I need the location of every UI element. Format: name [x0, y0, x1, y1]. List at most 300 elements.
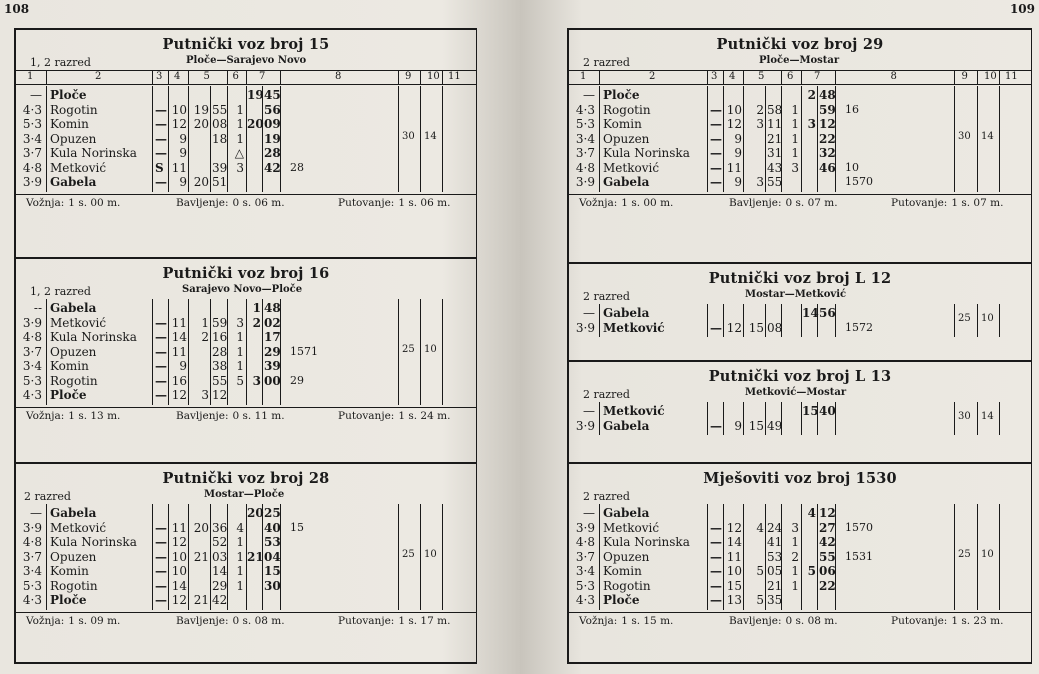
run-minutes: 10: [726, 564, 742, 578]
footer-travel: [891, 197, 1003, 209]
schedule-grid: [16, 86, 476, 192]
timetable-row: [569, 146, 1031, 161]
footer-stop: [176, 410, 285, 422]
crossing-train: 1531: [845, 549, 873, 563]
train-route: Ploče—Sarajevo Novo: [186, 55, 307, 66]
column-header-1: 1: [580, 71, 587, 82]
train-title: Mješoviti voz broj 1530: [703, 470, 897, 487]
distance-km: —: [30, 506, 42, 520]
run-minutes: 9: [734, 175, 742, 189]
arrival-minute: 55: [767, 175, 783, 189]
timetable-block-tL12: [569, 262, 1031, 344]
train-title: Putnički voz broj 28: [162, 470, 330, 487]
arrival-minute: 51: [212, 175, 228, 189]
departure-minute: 25: [264, 506, 281, 520]
dwell-minutes: 1: [236, 578, 244, 593]
footer-travel-value: 1 s. 17 m.: [398, 614, 451, 627]
section-divider: [16, 462, 476, 464]
note-mark: —: [155, 564, 167, 578]
distance-km: 4·8: [575, 535, 595, 549]
footer-stop: [176, 615, 285, 627]
header-col-divider: [999, 71, 1000, 84]
train-route: Mostar—Metković: [745, 289, 847, 300]
train-class: 2 razred: [583, 388, 630, 401]
station-name: Gabela: [603, 506, 650, 520]
distance-km: 5·3: [22, 117, 42, 131]
schedule-grid: [16, 299, 476, 405]
note-mark: —: [155, 344, 167, 359]
timetable-block-tL13: [569, 360, 1031, 450]
arrival-minute: 52: [212, 535, 228, 549]
footer-travel-label: Putovanje:: [338, 196, 395, 209]
station-name: Gabela: [50, 301, 97, 315]
crossing-train: 1571: [290, 344, 318, 358]
note-mark: —: [155, 117, 167, 131]
dwell-minutes: 1: [791, 117, 799, 131]
header-col-divider: [781, 71, 782, 84]
run-minutes: 9: [179, 146, 187, 160]
distance-km: 4·8: [22, 535, 42, 549]
distance-km: 3·4: [22, 131, 42, 146]
distance-km: 4·3: [575, 102, 595, 117]
column-header-8: 8: [890, 71, 897, 82]
arrival-hour: 15: [748, 320, 764, 335]
column-header-4: 4: [729, 71, 736, 82]
run-minutes: 14: [171, 578, 187, 593]
arrival-minute: 59: [212, 315, 228, 330]
run-minutes: 9: [734, 418, 742, 433]
departure-minute: 15: [264, 564, 281, 578]
section-divider: [569, 262, 1031, 264]
crossing-train: 1570: [845, 520, 873, 534]
distance-km: 3·7: [22, 344, 42, 359]
footer-stop-value: 0 s. 08 m.: [785, 614, 838, 627]
distance-km: 4·8: [22, 160, 42, 175]
run-minutes: 10: [726, 102, 742, 117]
note-mark: —: [710, 320, 722, 335]
footer-stop-label: Bavljenje:: [176, 196, 229, 209]
note-mark: —: [710, 578, 722, 593]
distance-km: 3·4: [575, 131, 595, 146]
timetable-row: [569, 593, 1031, 608]
station-name: Opuzen: [603, 131, 650, 146]
column-10-value: 14: [981, 130, 994, 142]
timetable-block-t16: [16, 257, 476, 462]
note-mark: —: [155, 359, 167, 373]
arrival-minute: 29: [212, 578, 228, 593]
timetable-row: [569, 88, 1031, 103]
crossing-train: 15: [290, 520, 304, 534]
station-name: Ploče: [50, 593, 87, 607]
departure-hour: 2: [252, 315, 261, 330]
column-9-value: 25: [402, 343, 415, 355]
note-mark: —: [710, 102, 722, 117]
departure-minute: 00: [264, 373, 281, 388]
station-name: Rogotin: [50, 102, 98, 117]
column-9-value: 30: [402, 130, 415, 142]
station-name: Rogotin: [50, 373, 98, 388]
dwell-minutes: 3: [236, 315, 244, 330]
station-name: Metković: [50, 160, 107, 175]
run-minutes: 13: [726, 593, 742, 607]
note-mark: —: [710, 520, 722, 535]
header-col-divider: [152, 71, 153, 84]
departure-minute: 46: [819, 160, 836, 175]
footer-stop: [729, 197, 838, 209]
arrival-minute: 49: [767, 418, 783, 433]
station-name: Kula Norinska: [603, 535, 690, 549]
timetable-row: [16, 117, 476, 132]
column-9-value: 30: [958, 130, 971, 142]
run-minutes: 15: [726, 578, 742, 593]
departure-minute: 55: [819, 549, 836, 564]
schedule-grid: [569, 402, 1031, 435]
distance-km: --: [33, 301, 42, 315]
dwell-minutes: 1: [236, 549, 244, 564]
footer-travel: [891, 615, 1003, 627]
column-header-6: 6: [232, 71, 239, 82]
departure-hour: 14: [802, 306, 819, 320]
departure-minute: 02: [264, 315, 281, 330]
arrival-minute: 36: [212, 520, 228, 535]
note-mark: —: [155, 315, 167, 330]
footer-stop-value: 0 s. 11 m.: [232, 409, 285, 422]
right-page: [520, 0, 1039, 674]
arrival-minute: 14: [212, 564, 228, 578]
station-name: Gabela: [603, 306, 650, 320]
distance-km: 3·7: [575, 146, 595, 160]
run-minutes: 12: [726, 320, 742, 335]
departure-hour: 3: [252, 373, 261, 388]
station-name: Metković: [603, 160, 660, 175]
dwell-minutes: 1: [791, 102, 799, 117]
arrival-hour: 5: [756, 564, 764, 578]
schedule-grid: [16, 504, 476, 610]
station-name: Gabela: [603, 418, 650, 433]
footer-stop: [176, 197, 285, 209]
distance-km: 3·9: [575, 520, 595, 535]
timetable-row: [569, 521, 1031, 536]
note-mark: —: [710, 418, 722, 433]
distance-km: 3·4: [575, 564, 595, 578]
arrival-minute: 28: [212, 344, 228, 359]
timetable-row: [16, 593, 476, 608]
arrival-minute: 03: [212, 549, 228, 564]
departure-minute: 45: [264, 88, 281, 102]
dwell-minutes: 3: [791, 520, 799, 535]
departure-minute: 17: [264, 330, 281, 344]
dwell-minutes: 3: [236, 160, 244, 175]
arrival-minute: 08: [212, 117, 228, 131]
arrival-minute: 21: [767, 578, 783, 593]
footer-drive-value: 1 s. 09 m.: [68, 614, 121, 627]
departure-minute: 56: [264, 102, 281, 117]
dwell-minutes: 1: [236, 535, 244, 549]
timetable-row: [16, 359, 476, 374]
timetable-row: [16, 564, 476, 579]
dwell-minutes: 1: [791, 578, 799, 593]
column-9-value: 25: [402, 548, 415, 560]
header-col-divider: [420, 71, 421, 84]
timetable-row: [569, 579, 1031, 594]
arrival-hour: 20: [193, 175, 209, 189]
arrival-hour: 2: [201, 330, 209, 344]
station-name: Ploče: [50, 388, 87, 402]
station-name: Rogotin: [603, 578, 651, 593]
run-minutes: 11: [171, 160, 187, 175]
column-header-11: 11: [448, 71, 461, 82]
column-header-8: 8: [335, 71, 342, 82]
departure-minute: 30: [264, 578, 281, 593]
distance-km: 4·8: [575, 160, 595, 175]
arrival-hour: 5: [756, 593, 764, 607]
station-name: Metković: [50, 520, 107, 535]
column-header-2: 2: [95, 71, 102, 82]
footer-travel-value: 1 s. 07 m.: [951, 196, 1004, 209]
station-name: Metković: [603, 520, 660, 535]
departure-minute: 09: [264, 117, 281, 131]
footer-drive: [26, 615, 120, 627]
station-name: Kula Norinska: [50, 146, 137, 160]
note-mark: —: [710, 549, 722, 564]
arrival-hour: 4: [756, 520, 764, 535]
timetable-frame-left: [14, 28, 477, 664]
dwell-minutes: △: [234, 146, 244, 160]
block-footer: [569, 194, 1031, 209]
departure-hour: 1: [252, 301, 261, 315]
train-title: Putnički voz broj L 12: [708, 270, 892, 287]
departure-hour: 19: [247, 88, 264, 102]
distance-km: 5·3: [22, 373, 42, 388]
footer-drive-label: Vožnja:: [579, 614, 618, 627]
column-10-value: 10: [981, 312, 994, 324]
departure-minute: 27: [819, 520, 836, 535]
header-col-divider: [442, 71, 443, 84]
arrival-minute: 31: [767, 146, 783, 160]
timetable-frame-right: [567, 28, 1032, 664]
run-minutes: 9: [179, 131, 187, 146]
block-footer: [16, 407, 476, 422]
distance-km: 3·9: [575, 175, 595, 189]
footer-stop-value: 0 s. 07 m.: [785, 196, 838, 209]
timetable-row: [569, 161, 1031, 176]
footer-travel-label: Putovanje:: [891, 196, 948, 209]
station-name: Metković: [603, 320, 665, 335]
column-header-5: 5: [758, 71, 765, 82]
arrival-minute: 41: [767, 535, 783, 549]
column-header-7: 7: [259, 71, 266, 82]
train-class: 2 razred: [583, 290, 630, 303]
departure-minute: 40: [264, 520, 281, 535]
column-10-value: 10: [424, 343, 437, 355]
departure-minute: 59: [819, 102, 836, 117]
arrival-hour: 15: [748, 418, 764, 433]
dwell-minutes: 1: [791, 146, 799, 160]
footer-travel-value: 1 s. 23 m.: [951, 614, 1004, 627]
column-header-4: 4: [174, 71, 181, 82]
header-col-divider: [280, 71, 281, 84]
crossing-train: 1570: [845, 175, 873, 188]
note-mark: —: [155, 593, 167, 607]
arrival-minute: 55: [212, 102, 228, 117]
station-name: Opuzen: [603, 549, 650, 564]
column-header-7: 7: [814, 71, 821, 82]
run-minutes: 14: [726, 535, 742, 549]
crossing-train: 1572: [845, 320, 873, 334]
note-mark: —: [155, 373, 167, 388]
run-minutes: 12: [171, 593, 187, 607]
footer-travel: [338, 410, 450, 422]
distance-km: —: [583, 88, 595, 102]
arrival-hour: 3: [201, 388, 209, 402]
column-10-value: 10: [424, 548, 437, 560]
distance-km: 5·3: [22, 578, 42, 593]
note-mark: —: [155, 102, 167, 117]
schedule-grid: [569, 504, 1031, 610]
run-minutes: 9: [179, 175, 187, 189]
run-minutes: 11: [171, 520, 187, 535]
arrival-minute: 18: [212, 131, 228, 146]
run-minutes: 11: [171, 315, 187, 330]
run-minutes: 10: [171, 549, 187, 564]
station-name: Gabela: [50, 506, 97, 520]
column-10-value: 14: [981, 410, 994, 422]
run-minutes: 12: [171, 117, 187, 131]
footer-drive-label: Vožnja:: [26, 614, 65, 627]
timetable-block-t28: [16, 462, 476, 662]
column-header-11: 11: [1005, 71, 1018, 82]
distance-km: —: [30, 88, 42, 102]
departure-hour: 5: [807, 564, 816, 578]
arrival-minute: 35: [767, 593, 783, 607]
arrival-minute: 53: [767, 549, 783, 564]
section-divider: [16, 257, 476, 259]
timetable-row: [16, 330, 476, 345]
dwell-minutes: 1: [236, 564, 244, 578]
column-header-2: 2: [649, 71, 656, 82]
header-col-divider: [707, 71, 708, 84]
run-minutes: 9: [734, 131, 742, 146]
header-col-divider: [188, 71, 189, 84]
departure-minute: 22: [819, 578, 836, 593]
departure-minute: 42: [819, 535, 836, 549]
block-footer: [16, 194, 476, 209]
footer-drive-label: Vožnja:: [579, 196, 618, 209]
column-header-10: 10: [427, 71, 440, 82]
station-name: Gabela: [603, 175, 650, 189]
station-name: Opuzen: [50, 131, 97, 146]
departure-minute: 06: [819, 564, 836, 578]
departure-minute: 28: [264, 146, 281, 160]
arrival-minute: 43: [767, 160, 783, 175]
distance-km: 3·7: [22, 549, 42, 564]
footer-drive-value: 1 s. 13 m.: [68, 409, 121, 422]
train-title: Putnički voz broj 29: [716, 36, 884, 53]
timetable-block-t1530: [569, 462, 1031, 662]
timetable-row: [16, 88, 476, 103]
column-10-value: 10: [981, 548, 994, 560]
arrival-hour: 20: [193, 117, 209, 131]
arrival-minute: 08: [767, 320, 783, 335]
arrival-hour: 3: [756, 117, 764, 131]
departure-minute: 04: [264, 549, 281, 564]
crossing-train: 28: [290, 160, 304, 174]
departure-minute: 22: [819, 131, 836, 146]
section-divider: [569, 360, 1031, 362]
page-number-left: 108: [4, 2, 30, 16]
station-name: Gabela: [50, 175, 97, 189]
schedule-grid: [569, 86, 1031, 192]
arrival-minute: 58: [767, 102, 783, 117]
train-route: Ploče—Mostar: [759, 55, 840, 66]
run-minutes: 12: [171, 388, 187, 402]
timetable-row: [16, 579, 476, 594]
distance-km: 3·9: [22, 315, 42, 330]
distance-km: 4·3: [22, 593, 42, 607]
timetable-row: [16, 161, 476, 176]
timetable-row: [569, 103, 1031, 118]
timetable-row: [569, 506, 1031, 521]
station-name: Komin: [50, 359, 89, 373]
station-name: Kula Norinska: [50, 535, 137, 549]
note-mark: —: [710, 564, 722, 578]
departure-minute: 53: [264, 535, 281, 549]
footer-drive: [26, 197, 120, 209]
arrival-minute: 11: [767, 117, 783, 131]
arrival-hour: 21: [193, 549, 209, 564]
column-header-3: 3: [156, 71, 163, 82]
distance-km: 5·3: [575, 117, 595, 131]
column-header-5: 5: [203, 71, 210, 82]
note-mark: —: [155, 549, 167, 564]
departure-minute: 39: [264, 359, 281, 373]
timetable-row: [16, 535, 476, 550]
departure-minute: 56: [819, 306, 836, 320]
column-9-value: 25: [958, 312, 971, 324]
header-col-divider: [227, 71, 228, 84]
dwell-minutes: 1: [236, 359, 244, 373]
departure-hour: 2: [807, 88, 816, 102]
dwell-minutes: 1: [791, 131, 799, 146]
arrival-hour: 3: [756, 175, 764, 189]
note-mark: —: [155, 175, 167, 189]
arrival-hour: 2: [756, 102, 764, 117]
distance-km: 3·9: [22, 520, 42, 535]
footer-stop-value: 0 s. 06 m.: [232, 196, 285, 209]
station-name: Opuzen: [50, 549, 97, 564]
footer-travel: [338, 615, 450, 627]
arrival-hour: 21: [193, 593, 209, 607]
header-col-divider: [398, 71, 399, 84]
footer-travel-value: 1 s. 06 m.: [398, 196, 451, 209]
note-mark: —: [710, 535, 722, 549]
header-col-divider: [599, 71, 600, 84]
footer-drive: [579, 197, 673, 209]
page-number-right: 109: [1009, 2, 1035, 16]
dwell-minutes: 1: [236, 117, 244, 131]
timetable-row: [16, 103, 476, 118]
footer-drive-value: 1 s. 15 m.: [621, 614, 674, 627]
departure-minute: 48: [819, 88, 836, 102]
run-minutes: 10: [171, 564, 187, 578]
footer-stop-value: 0 s. 08 m.: [232, 614, 285, 627]
dwell-minutes: 3: [791, 160, 799, 175]
column-header-9: 9: [405, 71, 412, 82]
train-class: 2 razred: [583, 490, 630, 503]
footer-travel-label: Putovanje:: [338, 409, 395, 422]
arrival-minute: 55: [212, 373, 228, 388]
train-class: 1, 2 razred: [30, 285, 91, 298]
